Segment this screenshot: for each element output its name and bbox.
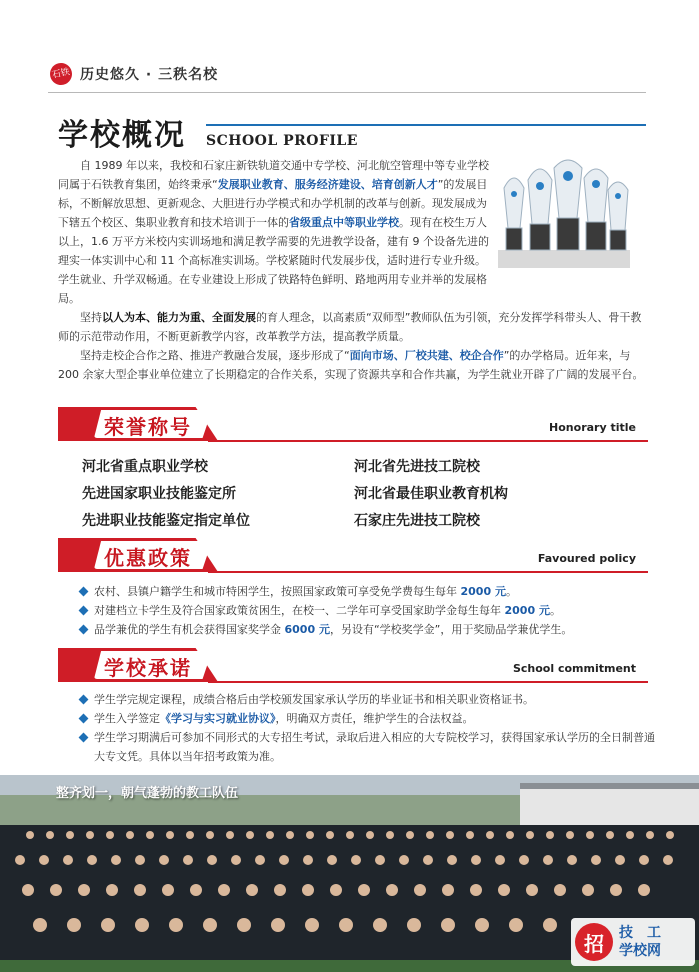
intro-p2-highlight: 以人为本、能力为重、全面发展 (102, 311, 256, 324)
photo-caption: 整齐划一，朝气蓬勃的教工队伍 (56, 786, 239, 801)
intro-paragraph-3 (58, 346, 644, 384)
banner-rule (208, 440, 648, 442)
intro-p3-highlight: 面向市场、厂校共建、校企合作 (349, 349, 504, 362)
commitment-agreement-name: 《学习与实习就业协议》 (160, 712, 276, 725)
logo-text: 石铁 (51, 67, 71, 81)
commitment-title: 学校承诺 (104, 656, 192, 680)
honor-item: 先进国家职业技能鉴定所 (82, 486, 236, 502)
commitment-text: 学生学完规定课程，成绩合格后由学校颁发国家承认学历的毕业证书和相关职业资格证书。 (94, 693, 534, 706)
intro-p1-a: 自 1989 年以来，我校和石家庄新铁轨道交通中专学校、河北航空管理中等专业学校同属于石铁教育集团，始终秉承“ (58, 159, 489, 191)
intro-paragraph-1 (58, 156, 490, 308)
school-logo (48, 61, 74, 87)
policy-text: 品学兼优的学生有机会获得国家奖学金 (94, 623, 285, 636)
commitment-text-a: 学生入学签定 (94, 712, 160, 725)
banner-rule (208, 571, 648, 573)
watermark-badge-icon: 招 (575, 923, 613, 961)
diamond-bullet-icon (79, 587, 89, 597)
honors-title: 荣誉称号 (104, 415, 192, 439)
diamond-bullet-icon (79, 695, 89, 705)
diamond-bullet-icon (79, 714, 89, 724)
title-rule (206, 124, 646, 126)
policy-item (80, 620, 660, 639)
intro-p3-c: ”的办学格局。近年来，与 200 余家大型企事业单位建立了长期稳定的合作关系，实现了资源共享和合作共赢，为学生就业开辟了广阔的发展平台。 (58, 349, 644, 381)
intro-p2-c: 的育人理念，以高素质“双师型”教师队伍为引领，充分发挥学科带头人、骨干教师的示范带动作用，不断更新教学内容，改革教学方法，提高教学质量。 (58, 311, 642, 343)
policy-amount: 2000 元 (504, 604, 550, 617)
intro-paragraph-2 (58, 308, 644, 346)
honor-item: 河北省先进技工院校 (354, 459, 480, 475)
commitment-item (80, 728, 660, 766)
intro-p3-a: 坚持走校企合作之路、推进产教融合发展，逐步形成了“ (80, 349, 350, 362)
commitment-item (80, 690, 660, 709)
trophies-image (498, 158, 630, 268)
intro-p1-c: ”的发展目标，不断解放思想、更新观念、大胆进行办学模式和办学机制的改革与创新。现发展成为下辖五个校区、集职业教育和技术培训于一体的 (58, 178, 488, 229)
commitment-text-c: ，明确双方责任，维护学生的合法权益。 (275, 712, 474, 725)
watermark-line-1: 技 工 (619, 925, 661, 941)
policy-banner (58, 538, 648, 578)
commitment-list (80, 690, 660, 766)
honors-list (82, 456, 602, 530)
page-title: 学校概况 (58, 118, 186, 153)
header-tagline: 历史悠久 · 三秩名校 (80, 67, 219, 83)
site-watermark (571, 918, 695, 966)
policy-title: 优惠政策 (104, 546, 192, 570)
policy-text: 对建档立卡学生及符合国家政策贫困生，在校一、二学年可享受国家助学金每生每年 (94, 604, 505, 617)
commitment-title-en: School commitment (512, 662, 636, 675)
honor-item: 河北省最佳职业教育机构 (354, 486, 508, 502)
commitment-item (80, 709, 660, 728)
commitment-text: 学生学习期满后可参加不同形式的大专招生考试，录取后进入相应的大专院校学习，获得国家承认学历的全日制普通大专文凭。具体以当年招考政策为准。 (94, 731, 655, 763)
intro-p1-highlight: 发展职业教育、服务经济建设、培育创新人才 (217, 178, 438, 191)
honor-item: 先进职业技能鉴定指定单位 (82, 513, 250, 529)
commitment-banner (58, 648, 648, 688)
policy-tail: ，另设有“学校奖学金”，用于奖励品学兼优学生。 (329, 623, 573, 636)
policy-item (80, 582, 660, 601)
honor-item: 石家庄先进技工院校 (354, 513, 480, 529)
intro-p2-a: 坚持 (80, 311, 102, 324)
policy-tail: 。 (505, 585, 517, 598)
page-title-en: SCHOOL PROFILE (206, 133, 358, 149)
honors-banner (58, 407, 648, 447)
intro-p1-e: 。现有在校生万人以上，1.6 万平方米校内实训场地和满足教学需要的先进教学设备，建有 9 个设备先进的理实一体实训中心和 11 个高标准实训场。学校紧随时代发展步伐，适时进行专业升级。学生就业、升学双畅通。在专业建设上形成了铁路特色鲜明、路地两用专业并举的发展格局。 (58, 216, 489, 305)
banner-rule (208, 681, 648, 683)
policy-amount: 6000 元 (284, 623, 330, 636)
diamond-bullet-icon (79, 606, 89, 616)
diamond-bullet-icon (79, 733, 89, 743)
watermark-text (619, 924, 661, 960)
watermark-line-2: 学校网 (619, 943, 661, 959)
header-divider (48, 92, 646, 93)
intro-p1-highlight-2: 省级重点中等职业学校 (289, 216, 399, 229)
policy-text: 农村、县镇户籍学生和城市特困学生，按照国家政策可享受免学费每生每年 (94, 585, 461, 598)
policy-title-en: Favoured policy (537, 552, 636, 565)
policy-item (80, 601, 660, 620)
policy-tail: 。 (549, 604, 561, 617)
diamond-bullet-icon (79, 625, 89, 635)
honors-title-en: Honorary title (549, 421, 636, 434)
honor-item: 河北省重点职业学校 (82, 459, 208, 475)
policy-list (80, 582, 660, 639)
policy-amount: 2000 元 (460, 585, 506, 598)
